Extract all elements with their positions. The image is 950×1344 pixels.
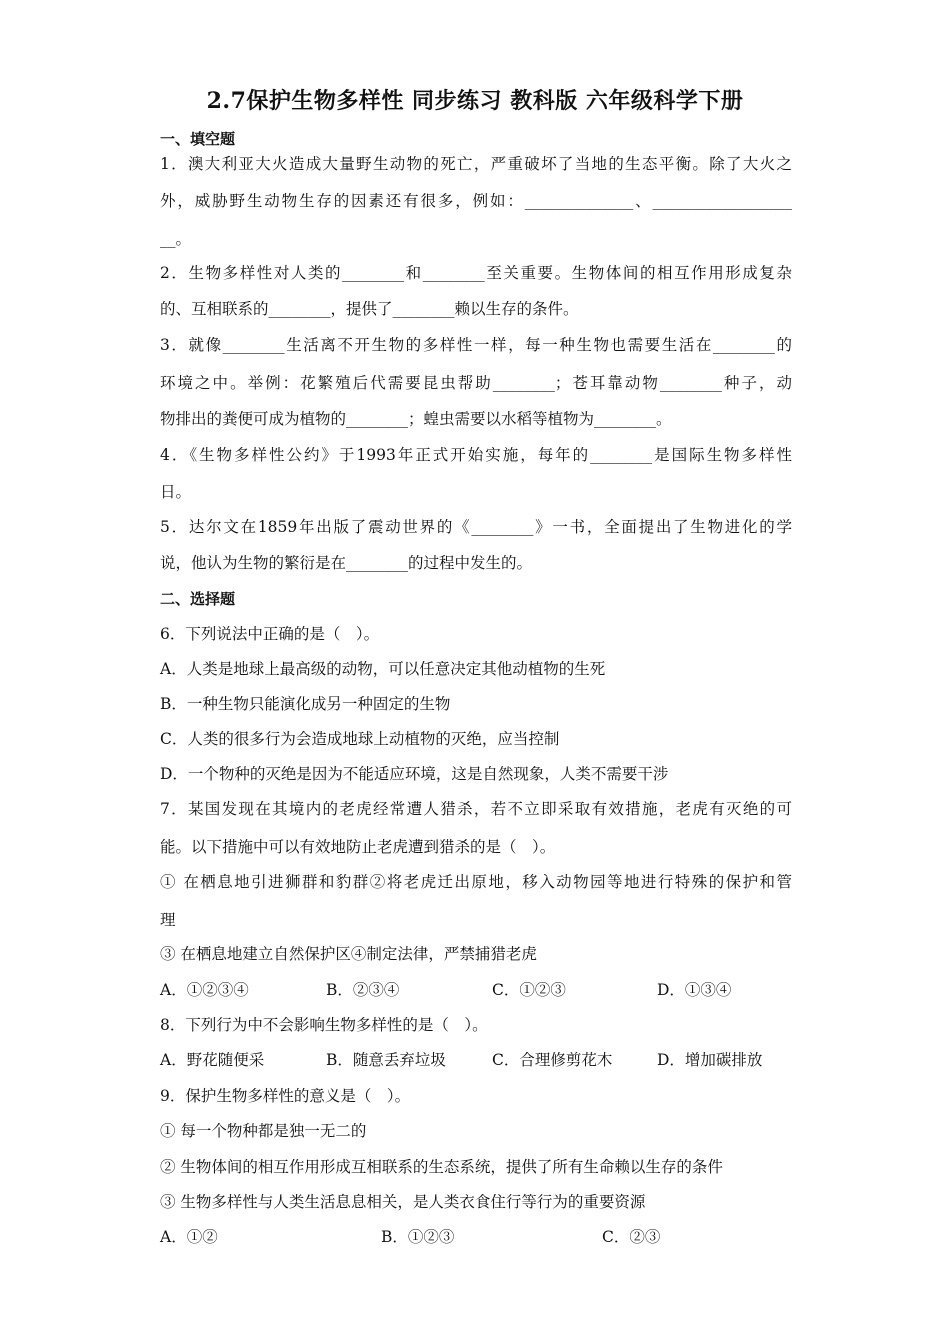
q1-line-1: 1．澳大利亚大火造成大量野生动物的死亡，严重破坏了当地的生态平衡。除了大火之 <box>160 155 792 173</box>
q9-statement-2: ② 生物体间的相互作用形成互相联系的生态系统，提供了所有生命赖以生存的条件 <box>160 1158 723 1176</box>
q1-line-3: __。 <box>160 230 192 248</box>
q7-option-d: D．①③④ <box>657 981 732 999</box>
q1-line-2: 外，威胁野生动物生存的因素还有很多，例如：______________、__________________ <box>160 192 792 210</box>
q7-option-a: A．①②③④ <box>160 981 249 999</box>
q9-option-c: C．②③ <box>602 1228 661 1246</box>
q3-line-3: 物排出的粪便可成为植物的________；蝗虫需要以水稻等植物为________。 <box>160 410 672 428</box>
q8-option-a: A．野花随便采 <box>160 1051 265 1069</box>
q9-statement-3: ③ 生物多样性与人类生活息息相关，是人类衣食住行等行为的重要资源 <box>160 1193 646 1211</box>
q5-line-2: 说，他认为生物的繁衍是在________的过程中发生的。 <box>160 554 533 572</box>
q6-stem: 6．下列说法中正确的是（ ）。 <box>160 625 380 643</box>
q3-line-2: 环境之中。举例：花繁殖后代需要昆虫帮助________；苍耳靠动物________种子，动 <box>160 374 792 392</box>
q9-option-b: B．①②③ <box>381 1228 455 1246</box>
section-multiple-choice: 二、选择题 <box>160 590 236 608</box>
q7-statement-line-2: 理 <box>160 911 176 929</box>
q6-option-b: B．一种生物只能演化成另一种固定的生物 <box>160 695 451 713</box>
q7-option-b: B．②③④ <box>326 981 400 999</box>
q5-line-1: 5．达尔文在1859年出版了震动世界的《________》一书，全面提出了生物进化的学 <box>160 518 792 536</box>
q2-line-1: 2．生物多样性对人类的________和________至关重要。生物体间的相互作用形成复杂 <box>160 264 792 282</box>
q9-stem: 9．保护生物多样性的意义是（ ）。 <box>160 1087 411 1105</box>
q7-statement-line-3: ③ 在栖息地建立自然保护区④制定法律，严禁捕猎老虎 <box>160 945 537 963</box>
q7-stem-line-2: 能。以下措施中可以有效地防止老虎遭到猎杀的是（ ）。 <box>160 838 556 856</box>
q3-line-1: 3．就像________生活离不开生物的多样性一样，每一种生物也需要生活在________的 <box>160 336 792 354</box>
q8-option-b: B．随意丢弃垃圾 <box>326 1051 446 1069</box>
q4-line-1: 4．《生物多样性公约》于1993年正式开始实施，每年的________是国际生物多样性 <box>160 446 792 464</box>
q7-statement-line-1: ① 在栖息地引进狮群和豹群②将老虎迁出原地，移入动物园等地进行特殊的保护和管 <box>160 873 792 891</box>
q8-stem: 8．下列行为中不会影响生物多样性的是（ ）。 <box>160 1016 488 1034</box>
q9-option-a: A．①② <box>160 1228 218 1246</box>
q9-statement-1: ① 每一个物种都是独一无二的 <box>160 1122 367 1140</box>
q6-option-c: C．人类的很多行为会造成地球上动植物的灭绝，应当控制 <box>160 730 560 748</box>
page-title: 2.7保护生物多样性 同步练习 教科版 六年级科学下册 <box>206 88 744 114</box>
q2-line-2: 的、互相联系的________，提供了________赖以生存的条件。 <box>160 300 579 318</box>
q7-option-c: C．①②③ <box>492 981 566 999</box>
q6-option-d: D．一个物种的灭绝是因为不能适应环境，这是自然现象，人类不需要干涉 <box>160 765 669 783</box>
q4-line-2: 日。 <box>160 483 192 501</box>
section-fill-in: 一、填空题 <box>160 130 236 148</box>
q8-option-d: D．增加碳排放 <box>657 1051 763 1069</box>
q6-option-a: A．人类是地球上最高级的动物，可以任意决定其他动植物的生死 <box>160 660 606 678</box>
q7-stem-line-1: 7．某国发现在其境内的老虎经常遭人猎杀，若不立即采取有效措施，老虎有灭绝的可 <box>160 800 792 818</box>
q8-option-c: C．合理修剪花木 <box>492 1051 613 1069</box>
